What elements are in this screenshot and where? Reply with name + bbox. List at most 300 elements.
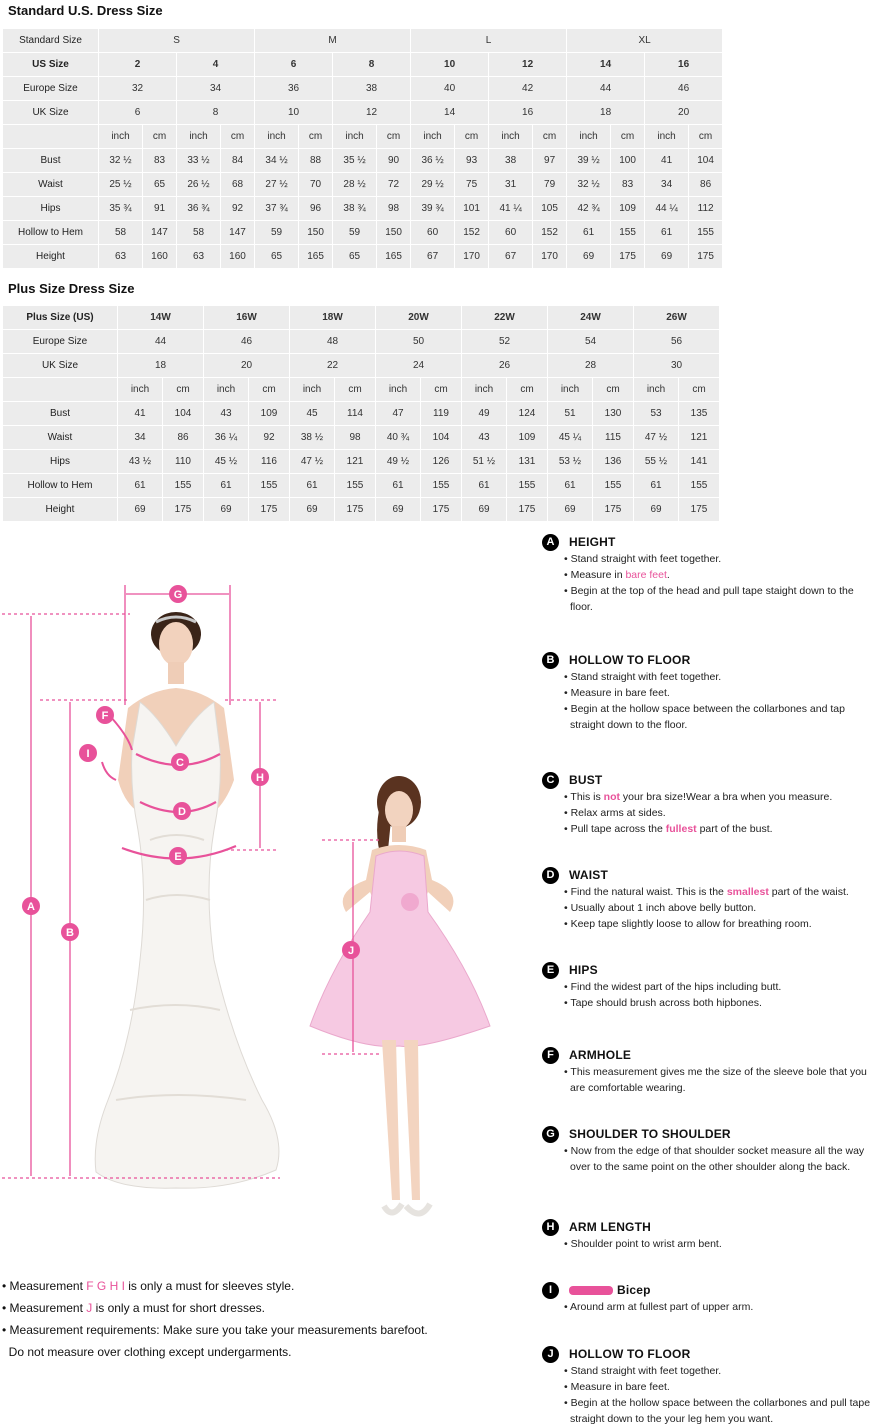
measure-cell: 38 ½ — [290, 426, 335, 450]
us-size-cell: 2 — [99, 53, 177, 77]
guide-line-text: • Begin at the top of the head and pull tape staight down to the floor. — [564, 585, 854, 613]
measure-cell: 55 ½ — [634, 450, 679, 474]
measure-cell: 121 — [335, 450, 376, 474]
measure-cell: 165 — [377, 245, 411, 269]
plus-size-title: Plus Size Dress Size — [8, 281, 135, 296]
measure-row-height — [3, 245, 723, 269]
measure-cell: 147 — [143, 221, 177, 245]
measure-cell: 44 ¼ — [645, 197, 689, 221]
measure-cell: 67 — [489, 245, 533, 269]
guide-line-text: your bra size!Wear a bra when you measure. — [620, 791, 833, 803]
row-label: Europe Size — [3, 77, 99, 101]
measure-cell: 115 — [593, 426, 634, 450]
guide-line-text: • Measure in bare feet. — [564, 687, 670, 699]
measure-cell: 69 — [376, 498, 421, 522]
marker-j — [342, 941, 360, 959]
guide-line-text: • Begin at the hollow space between the collarbones and tap straight down to the floor. — [564, 703, 845, 731]
measure-cell: 86 — [163, 426, 204, 450]
guide-title-text: Bicep — [617, 1283, 651, 1297]
measure-cell: 152 — [533, 221, 567, 245]
unit-cell: inch — [462, 378, 507, 402]
guide-line-text: • Measure in bare feet. — [564, 1381, 670, 1393]
svg-text:J: J — [347, 945, 355, 957]
unit-cell: cm — [335, 378, 376, 402]
unit-cell: inch — [411, 125, 455, 149]
europe-size-cell: 36 — [255, 77, 333, 101]
measure-cell: 175 — [335, 498, 376, 522]
unit-cell: inch — [99, 125, 143, 149]
note-text: • Measurement requirements: Make sure you take your measurements barefoot. — [2, 1323, 428, 1337]
guide-line-text: not — [603, 791, 620, 803]
row-label: Bust — [3, 149, 99, 173]
measure-cell: 61 — [204, 474, 249, 498]
guide-b — [542, 651, 872, 733]
svg-text:H: H — [256, 772, 264, 784]
measure-cell: 147 — [221, 221, 255, 245]
guide-heading — [542, 1281, 872, 1299]
note-line — [2, 1345, 292, 1359]
measure-cell: 86 — [689, 173, 723, 197]
europe-size-cell: 40 — [411, 77, 489, 101]
uk-size-cell: 28 — [548, 354, 634, 378]
guide-h — [542, 1218, 872, 1252]
measure-cell: 98 — [335, 426, 376, 450]
measure-cell: 53 ½ — [548, 450, 593, 474]
measure-cell: 36 ¼ — [204, 426, 249, 450]
measure-row-waist — [3, 173, 723, 197]
measure-cell: 32 ½ — [99, 149, 143, 173]
measure-cell: 92 — [249, 426, 290, 450]
row-label: UK Size — [3, 354, 118, 378]
guide-heading — [542, 866, 872, 884]
guide-letter-badge: E — [542, 962, 559, 979]
measure-cell: 59 — [255, 221, 299, 245]
marker-d — [173, 802, 191, 820]
measure-cell: 104 — [421, 426, 462, 450]
guide-line — [542, 701, 872, 733]
measure-cell: 175 — [593, 498, 634, 522]
measure-cell: 43 — [462, 426, 507, 450]
measure-cell: 53 — [634, 402, 679, 426]
measure-cell: 72 — [377, 173, 411, 197]
row-label: US Size — [3, 53, 99, 77]
unit-cell: cm — [377, 125, 411, 149]
guide-line — [542, 1379, 872, 1395]
guide-line-text: • Measure in — [564, 569, 626, 581]
unit-cell: inch — [376, 378, 421, 402]
guide-line — [542, 900, 872, 916]
measure-cell: 41 ¼ — [489, 197, 533, 221]
us-size-cell: 14 — [567, 53, 645, 77]
measure-cell: 63 — [99, 245, 143, 269]
guide-d — [542, 866, 872, 932]
row-label: UK Size — [3, 101, 99, 125]
guide-line-text: • Around arm at fullest part of upper arm. — [564, 1301, 754, 1313]
svg-text:A: A — [27, 901, 35, 913]
uk-size-cell: 12 — [333, 101, 411, 125]
row-label: Height — [3, 498, 118, 522]
measure-cell: 41 — [645, 149, 689, 173]
guide-letter-badge: H — [542, 1219, 559, 1236]
measure-cell: 61 — [634, 474, 679, 498]
uk-size-cell: 14 — [411, 101, 489, 125]
measure-cell: 112 — [689, 197, 723, 221]
guide-line — [542, 1143, 872, 1175]
measure-cell: 70 — [299, 173, 333, 197]
row-label: Hips — [3, 197, 99, 221]
unit-cell: inch — [204, 378, 249, 402]
measure-cell: 60 — [411, 221, 455, 245]
unit-cell: inch — [548, 378, 593, 402]
uk-size-cell: 6 — [99, 101, 177, 125]
unit-cell: cm — [533, 125, 567, 149]
row-label: Hollow to Hem — [3, 474, 118, 498]
guide-line — [542, 583, 872, 615]
measure-cell: 65 — [255, 245, 299, 269]
guide-heading — [542, 533, 872, 551]
plus-size-table — [2, 305, 720, 522]
guide-line — [542, 789, 872, 805]
measure-cell: 69 — [118, 498, 163, 522]
uk-size-cell: 22 — [290, 354, 376, 378]
row-label: Hips — [3, 450, 118, 474]
guide-line-text: • Find the widest part of the hips including butt. — [564, 981, 782, 993]
measure-cell: 59 — [333, 221, 377, 245]
plus-unit-row — [3, 378, 720, 402]
guide-title: SHOULDER TO SHOULDER — [569, 1127, 731, 1141]
europe-size-cell: 34 — [177, 77, 255, 101]
us-size-row — [3, 53, 723, 77]
guide-line — [542, 1395, 872, 1427]
guide-line — [542, 979, 872, 995]
measure-cell: 175 — [611, 245, 645, 269]
us-size-cell: 4 — [177, 53, 255, 77]
guide-line-text: bare feet — [625, 569, 667, 581]
marker-e — [169, 847, 187, 865]
measure-cell: 175 — [689, 245, 723, 269]
guide-title: HEIGHT — [569, 535, 616, 549]
europe-size-cell: 48 — [290, 330, 376, 354]
guide-title: HOLLOW TO FLOOR — [569, 1347, 691, 1361]
unit-cell: cm — [143, 125, 177, 149]
measure-cell: 61 — [548, 474, 593, 498]
marker-c — [171, 753, 189, 771]
europe-size-cell: 46 — [645, 77, 723, 101]
note-text: • Measurement — [2, 1279, 87, 1293]
measure-cell: 38 — [489, 149, 533, 173]
measure-cell: 34 — [118, 426, 163, 450]
guide-line-text: fullest — [665, 823, 697, 835]
row-label: Waist — [3, 173, 99, 197]
guide-heading — [542, 1046, 872, 1064]
measure-cell: 36 ¾ — [177, 197, 221, 221]
measure-cell: 37 ¾ — [255, 197, 299, 221]
guide-letter-badge: F — [542, 1047, 559, 1064]
measure-cell: 155 — [335, 474, 376, 498]
measure-cell: 92 — [221, 197, 255, 221]
unit-cell: inch — [645, 125, 689, 149]
unit-cell: inch — [118, 378, 163, 402]
uk-size-cell: 10 — [255, 101, 333, 125]
unit-cell: cm — [421, 378, 462, 402]
uk-size-cell: 18 — [567, 101, 645, 125]
guide-line-text: • This measurement gives me the size of the sleeve bole that you are comfortable wearing. — [564, 1066, 867, 1094]
guide-line — [542, 685, 872, 701]
europe-size-cell: 44 — [118, 330, 204, 354]
guide-line — [542, 669, 872, 685]
measure-cell: 97 — [533, 149, 567, 173]
guide-line — [542, 1236, 872, 1252]
measure-cell: 27 ½ — [255, 173, 299, 197]
guide-line-text: • Find the natural waist. This is the — [564, 886, 727, 898]
guide-line-text: • Stand straight with feet together. — [564, 671, 722, 683]
note-line — [2, 1301, 265, 1315]
measure-cell: 69 — [548, 498, 593, 522]
guide-line-text: • Shoulder point to wrist arm bent. — [564, 1238, 722, 1250]
note-text: is only a must for sleeves style. — [124, 1279, 295, 1293]
guide-title: WAIST — [569, 868, 608, 882]
standard-size-title: Standard U.S. Dress Size — [8, 3, 163, 18]
guide-line-text: • Pull tape across the — [564, 823, 666, 835]
measure-cell: 90 — [377, 149, 411, 173]
svg-text:I: I — [86, 748, 90, 760]
measure-cell: 110 — [163, 450, 204, 474]
measure-cell: 100 — [611, 149, 645, 173]
bride-figure — [95, 612, 279, 1188]
europe-size-cell: 32 — [99, 77, 177, 101]
guide-line-text: smallest — [726, 886, 769, 898]
row-label: Bust — [3, 402, 118, 426]
measure-cell: 43 — [204, 402, 249, 426]
measure-cell: 25 ½ — [99, 173, 143, 197]
europe-size-cell: 52 — [462, 330, 548, 354]
measure-cell: 51 — [548, 402, 593, 426]
guide-title: HIPS — [569, 963, 598, 977]
uk-size-cell: 30 — [634, 354, 720, 378]
guide-line-text: • Stand straight with feet together. — [564, 553, 722, 565]
size-group-cell: XL — [567, 29, 723, 53]
guide-e — [542, 961, 872, 1011]
measure-cell: 83 — [611, 173, 645, 197]
guide-title — [569, 1283, 651, 1297]
measure-cell: 175 — [421, 498, 462, 522]
guide-i — [542, 1281, 872, 1315]
guide-line — [542, 1363, 872, 1379]
us-size-cell: 12 — [489, 53, 567, 77]
measure-cell: 35 ¾ — [99, 197, 143, 221]
guide-line — [542, 884, 872, 900]
measure-cell: 45 ¼ — [548, 426, 593, 450]
uk-size-cell: 20 — [645, 101, 723, 125]
measure-cell: 104 — [689, 149, 723, 173]
guide-heading — [542, 1218, 872, 1236]
guide-letter-badge: A — [542, 534, 559, 551]
plus-us-size-row — [3, 306, 720, 330]
measure-cell: 51 ½ — [462, 450, 507, 474]
europe-size-cell: 38 — [333, 77, 411, 101]
measure-cell: 121 — [679, 426, 720, 450]
measure-cell: 34 ½ — [255, 149, 299, 173]
measure-cell: 170 — [455, 245, 489, 269]
guide-line-text: • This is — [564, 791, 604, 803]
guide-line — [542, 567, 872, 583]
measure-row-hollow-to-hem — [3, 221, 723, 245]
measure-row-bust — [3, 149, 723, 173]
measure-cell: 68 — [221, 173, 255, 197]
measure-cell: 155 — [421, 474, 462, 498]
europe-size-cell: 56 — [634, 330, 720, 354]
measure-cell: 58 — [99, 221, 143, 245]
unit-cell: cm — [507, 378, 548, 402]
row-label — [3, 378, 118, 402]
measure-cell: 165 — [299, 245, 333, 269]
guide-letter-badge: C — [542, 772, 559, 789]
measurement-figure — [0, 540, 540, 1240]
unit-cell: inch — [489, 125, 533, 149]
measure-cell: 69 — [204, 498, 249, 522]
unit-cell: cm — [221, 125, 255, 149]
measure-cell: 105 — [533, 197, 567, 221]
measure-cell: 130 — [593, 402, 634, 426]
unit-cell: cm — [611, 125, 645, 149]
marker-i — [79, 744, 97, 762]
measure-cell: 45 ½ — [204, 450, 249, 474]
measure-cell: 45 — [290, 402, 335, 426]
plus-measure-row-waist — [3, 426, 720, 450]
measure-cell: 31 — [489, 173, 533, 197]
guide-line-text: • Keep tape slightly loose to allow for breathing room. — [564, 918, 812, 930]
plus-size-cell: 14W — [118, 306, 204, 330]
plus-measure-row-hollow-to-hem — [3, 474, 720, 498]
europe-size-cell: 42 — [489, 77, 567, 101]
measure-cell: 150 — [377, 221, 411, 245]
measure-cell: 109 — [249, 402, 290, 426]
unit-cell: cm — [163, 378, 204, 402]
marker-b — [61, 923, 79, 941]
unit-cell: inch — [567, 125, 611, 149]
measure-cell: 155 — [689, 221, 723, 245]
measure-cell: 41 — [118, 402, 163, 426]
marker-f — [96, 706, 114, 724]
measure-cell: 155 — [249, 474, 290, 498]
us-size-cell: 10 — [411, 53, 489, 77]
svg-text:C: C — [176, 757, 184, 769]
plus-size-cell: 26W — [634, 306, 720, 330]
guide-title: BUST — [569, 773, 603, 787]
uk-size-cell: 18 — [118, 354, 204, 378]
guide-letter-badge: I — [542, 1282, 559, 1299]
measure-cell: 136 — [593, 450, 634, 474]
guide-line — [542, 1064, 872, 1096]
europe-size-cell: 46 — [204, 330, 290, 354]
measure-cell: 35 ½ — [333, 149, 377, 173]
plus-uk-size-row — [3, 354, 720, 378]
measure-cell: 34 — [645, 173, 689, 197]
us-size-cell: 8 — [333, 53, 411, 77]
measure-cell: 47 — [376, 402, 421, 426]
measure-cell: 114 — [335, 402, 376, 426]
guide-line-text: part of the bust. — [696, 823, 773, 835]
measure-cell: 155 — [163, 474, 204, 498]
guide-line-text: • Now from the edge of that shoulder socket measure all the way over to the same point on the other shoulder along the back. — [564, 1145, 865, 1173]
measure-cell: 26 ½ — [177, 173, 221, 197]
svg-text:G: G — [173, 589, 183, 601]
uk-size-cell: 8 — [177, 101, 255, 125]
guide-heading — [542, 1125, 872, 1143]
measure-cell: 47 ½ — [634, 426, 679, 450]
row-label: Hollow to Hem — [3, 221, 99, 245]
guide-j — [542, 1345, 872, 1427]
size-group-cell: L — [411, 29, 567, 53]
measure-cell: 109 — [507, 426, 548, 450]
measure-cell: 141 — [679, 450, 720, 474]
plus-measure-row-bust — [3, 402, 720, 426]
measure-cell: 61 — [376, 474, 421, 498]
guide-line-text: • Tape should brush across both hipbones. — [564, 997, 762, 1009]
row-label: Height — [3, 245, 99, 269]
measure-cell: 124 — [507, 402, 548, 426]
measure-cell: 104 — [163, 402, 204, 426]
measure-cell: 131 — [507, 450, 548, 474]
note-highlight: F G H I — [86, 1279, 125, 1293]
measure-cell: 152 — [455, 221, 489, 245]
guide-line — [542, 995, 872, 1011]
measure-cell: 160 — [143, 245, 177, 269]
row-label: Waist — [3, 426, 118, 450]
measure-cell: 175 — [163, 498, 204, 522]
standard-size-table — [2, 28, 723, 269]
unit-cell: cm — [689, 125, 723, 149]
measure-cell: 98 — [377, 197, 411, 221]
measure-cell: 126 — [421, 450, 462, 474]
measure-cell: 119 — [421, 402, 462, 426]
measure-cell: 43 ½ — [118, 450, 163, 474]
measure-cell: 96 — [299, 197, 333, 221]
measure-cell: 61 — [567, 221, 611, 245]
measure-cell: 33 ½ — [177, 149, 221, 173]
measure-cell: 88 — [299, 149, 333, 173]
guide-c — [542, 771, 872, 837]
measure-cell: 65 — [333, 245, 377, 269]
measure-cell: 67 — [411, 245, 455, 269]
guide-heading — [542, 1345, 872, 1363]
plus-size-cell: 24W — [548, 306, 634, 330]
measure-cell: 91 — [143, 197, 177, 221]
measure-cell: 84 — [221, 149, 255, 173]
measure-cell: 69 — [567, 245, 611, 269]
measure-cell: 49 ½ — [376, 450, 421, 474]
guide-heading — [542, 961, 872, 979]
note-highlight: J — [86, 1301, 93, 1315]
measure-cell: 47 ½ — [290, 450, 335, 474]
plus-size-cell: 16W — [204, 306, 290, 330]
measure-cell: 116 — [249, 450, 290, 474]
measure-cell: 61 — [290, 474, 335, 498]
us-size-cell: 6 — [255, 53, 333, 77]
measure-row-hips — [3, 197, 723, 221]
measure-cell: 61 — [118, 474, 163, 498]
europe-size-row — [3, 77, 723, 101]
note-text: • Measurement — [2, 1301, 87, 1315]
plus-size-cell: 20W — [376, 306, 462, 330]
unit-cell: cm — [299, 125, 333, 149]
marker-a — [22, 897, 40, 915]
svg-text:E: E — [174, 851, 182, 863]
measure-cell: 155 — [507, 474, 548, 498]
measure-cell: 40 ¾ — [376, 426, 421, 450]
guide-letter-badge: J — [542, 1346, 559, 1363]
unit-cell: cm — [455, 125, 489, 149]
